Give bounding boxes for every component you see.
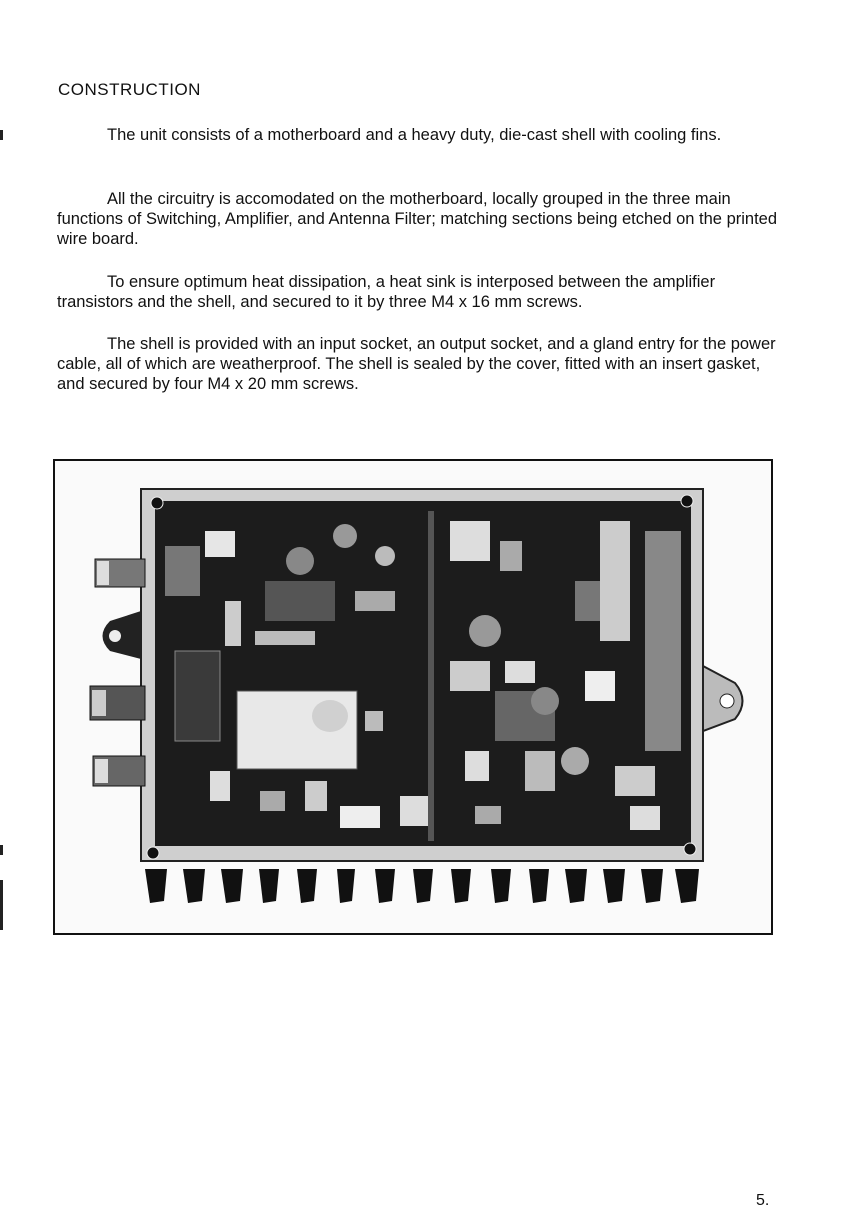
- section-heading: CONSTRUCTION: [58, 80, 201, 99]
- page-number: 5.: [756, 1192, 770, 1209]
- paragraph: [57, 272, 787, 312]
- circuit-board-photo: [53, 459, 773, 935]
- paragraph-text: To ensure optimum heat dissipation, a heat sink is interposed between the amplifier transistors and the shell, and secured to it by three M4 x 16 mm screws.: [57, 273, 716, 311]
- scan-edge-mark: [0, 130, 3, 140]
- paragraph: [57, 125, 787, 145]
- paragraph: [57, 189, 787, 249]
- scan-edge-mark: [0, 880, 3, 930]
- paragraph: [57, 334, 787, 394]
- scan-edge-mark: [0, 845, 3, 855]
- paragraph-text: The shell is provided with an input socket, an output socket, and a gland entry for the power cable, all of which are weatherproof. The shell is sealed by the cover, fitted with an insert gasket, and secured by four M4 x 20 mm screws.: [57, 335, 776, 393]
- circuit-board-photo-icon: [55, 461, 771, 933]
- paragraph-text: The unit consists of a motherboard and a heavy duty, die-cast shell with cooling fins.: [107, 126, 722, 144]
- paragraph-text: All the circuitry is accomodated on the motherboard, locally grouped in the three main functions of Switching, Amplifier, and Antenna Filter; matching sections being etched on the printed wire board.: [57, 190, 778, 248]
